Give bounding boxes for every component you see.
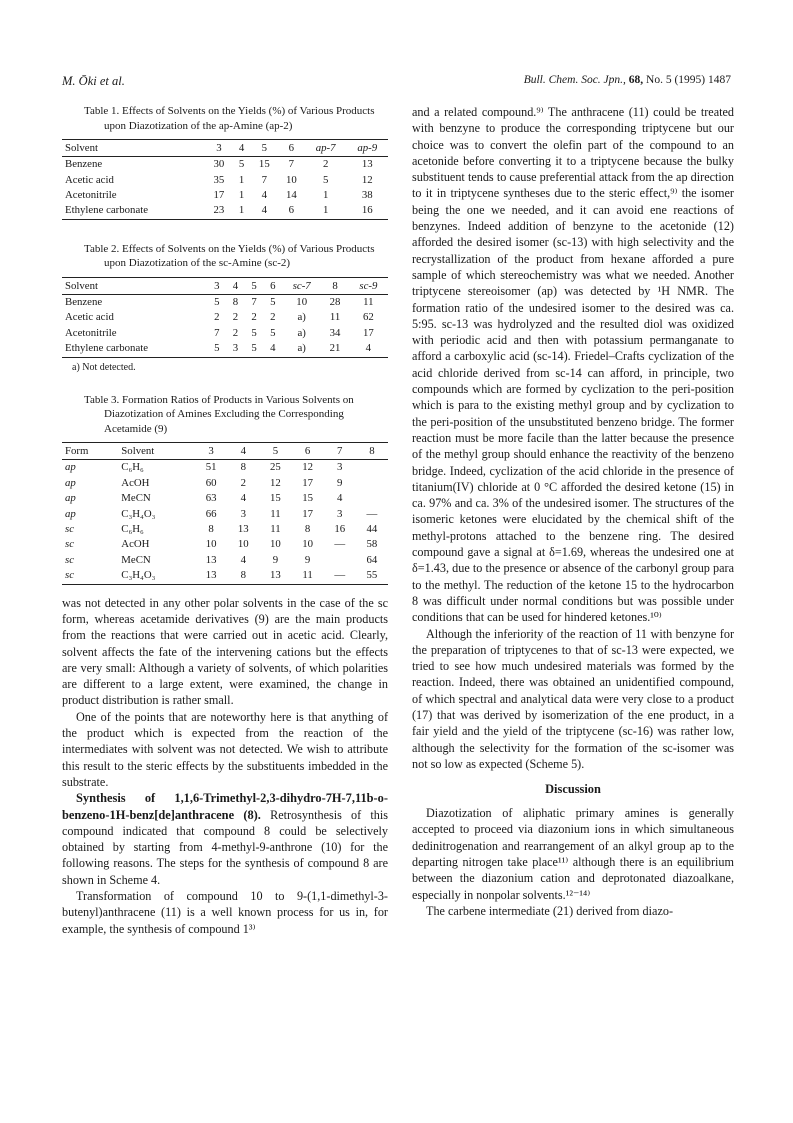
- table1-cell: 7: [288, 158, 295, 171]
- table3-cell: [356, 460, 388, 476]
- table1-cell: 16: [346, 203, 388, 219]
- table1-cell: 1: [322, 189, 329, 201]
- table3-cell: 44: [366, 523, 378, 536]
- table2-cell: a): [282, 341, 321, 357]
- table3-cell: 13: [259, 568, 291, 584]
- table3-cell: C₃H₄O₃: [121, 507, 156, 520]
- table1-row: [62, 203, 388, 219]
- table2-cell: 21: [321, 341, 348, 357]
- table2-row: [62, 326, 388, 341]
- table1-cell: 13: [361, 158, 373, 171]
- table1-cell: 1: [305, 203, 347, 219]
- table3-row: [62, 522, 388, 537]
- running-header-citation: [524, 74, 731, 86]
- table1-cell: 12: [361, 173, 373, 186]
- right-paragraph-3: Diazotization of aliphatic primary amines is generally accepted to proceed via diazonium ions in which simultaneous dedinitrogenation and rearrangement of an alkyl group ap to the departing nitrogen take place¹¹⁾ although there is an equilibrium between the diazonium cation and deprotonated diazoalkane, especially in nonpolar solvents.¹²⁻¹⁴⁾: [412, 806, 734, 902]
- table2-cell: 8: [232, 296, 239, 308]
- table2-cell: 4: [349, 341, 388, 357]
- table3-cell: 66: [205, 507, 217, 520]
- table3-header-cell: 4: [227, 443, 259, 460]
- table2-cell: 3: [226, 341, 245, 357]
- table3-cell: AcOH: [121, 476, 150, 489]
- table3-cell: 11: [292, 568, 324, 584]
- table1-cell: Acetonitrile: [65, 189, 117, 201]
- table3-row: [62, 568, 388, 584]
- table3-row: [62, 507, 388, 522]
- table2-cell: 5: [214, 296, 220, 308]
- table1-header-cell: ap-9: [346, 140, 388, 157]
- table3-cell: 17: [302, 476, 313, 489]
- table2-cell: 10: [296, 296, 308, 308]
- table2-cell: a): [297, 326, 306, 339]
- table3-cell: 9: [304, 553, 311, 566]
- table3-cell: 16: [334, 523, 346, 536]
- table3-cell: sc: [65, 553, 74, 566]
- table3-cell: 2: [240, 476, 246, 489]
- table3-row: [62, 537, 388, 552]
- table2-header-cell: 4: [226, 278, 245, 295]
- table1-row: [62, 173, 388, 188]
- table3-cell: sc: [65, 538, 74, 551]
- table2-cell: 62: [362, 311, 374, 324]
- table3-cell: —: [366, 507, 378, 520]
- table3-header-cell: 3: [195, 443, 227, 460]
- table1-cell: Ethylene carbonate: [62, 203, 205, 219]
- table3-cell: 15: [270, 492, 281, 505]
- table3-row: [62, 491, 388, 506]
- table3-row: [62, 460, 388, 476]
- table3-row: [62, 553, 388, 568]
- table3-header-cell: Form: [62, 443, 118, 460]
- table2-cell: 4: [263, 341, 282, 357]
- table1-cell: 14: [285, 189, 297, 201]
- table1-cell: 15: [258, 158, 270, 171]
- right-paragraph-4: The carbene intermediate (21) derived from diazo-: [426, 903, 674, 918]
- table1-cell: 10: [285, 173, 297, 186]
- table1: [62, 139, 388, 220]
- table3-cell: ap: [65, 461, 76, 474]
- table3-cell: 9: [337, 476, 343, 489]
- table3-cell: [324, 553, 356, 568]
- table2-header-cell: 3: [208, 278, 227, 295]
- table3-cell: 8: [227, 568, 259, 584]
- table3-cell: 55: [356, 568, 388, 584]
- table3-cell: 3: [337, 507, 343, 520]
- table2-cell: 5: [208, 341, 227, 357]
- table1-cell: Benzene: [65, 158, 103, 171]
- volume-number: 68,: [628, 74, 644, 86]
- table2-row: [62, 310, 388, 325]
- table2-cell: Ethylene carbonate: [62, 341, 208, 357]
- left-paragraph-2: One of the points that are noteworthy here is that anything of the product which is expected from the reaction of the intermediates with solvent was not detected. We wish to attribute this result to the steric effects by the substituents imbedded in the substrate.: [62, 709, 388, 789]
- left-column: [62, 104, 388, 937]
- table3-cell: 4: [240, 553, 246, 566]
- journal-name: Bull. Chem. Soc. Jpn.,: [523, 74, 626, 86]
- table1-header-cell: ap-7: [305, 140, 347, 157]
- table2-header-cell: Solvent: [62, 278, 208, 295]
- table3-caption: Table 3. Formation Ratios of Products in Various Solvents on Diazotization of Amines Excluding the Corresponding Acetamide (9): [84, 393, 354, 435]
- table2-row: [62, 341, 388, 357]
- table1-header-cell: 4: [232, 140, 250, 157]
- table2-caption: Table 2. Effects of Solvents on the Yields (%) of Various Products upon Diazotization of the sc-Amine (sc-2): [84, 242, 375, 270]
- table1-cell: 30: [213, 158, 225, 171]
- synthesis-paragraph-text: Retrosynthesis of this compound indicated that compound 8 could be selectively obtained by starting from 4-methyl-9-anthrone (10) for the following reasons. The steps for the synthesis of compound 8 are shown in Scheme 4.: [62, 807, 389, 887]
- table2-row: [62, 295, 388, 311]
- table2-cell: 5: [270, 326, 276, 339]
- table2-cell: 5: [251, 326, 257, 339]
- table2-header-cell: 5: [245, 278, 264, 295]
- table1-cell: 38: [361, 189, 373, 201]
- table2-cell: 11: [329, 311, 341, 324]
- table1-caption: Table 1. Effects of Solvents on the Yields (%) of Various Products upon Diazotization of the ap-Amine (ap-2): [84, 105, 375, 132]
- table3-cell: 12: [302, 461, 313, 474]
- table3-header-cell: 6: [292, 443, 324, 460]
- table3-header-cell: Solvent: [118, 443, 195, 460]
- table3-cell: C₃H₄O₃: [118, 568, 195, 584]
- table2-cell: 2: [214, 311, 220, 324]
- table3-cell: 13: [195, 568, 227, 584]
- table1-header-cell: 6: [278, 140, 305, 157]
- table1-cell: 1: [232, 203, 250, 219]
- running-header-authors: M. Ōki et al.: [62, 74, 125, 88]
- table3-cell: ap: [65, 507, 76, 520]
- table2-cell: 7: [214, 326, 220, 339]
- table1-header-cell: 3: [205, 140, 232, 157]
- page-number: 1487: [708, 74, 731, 86]
- table2-cell: 34: [329, 326, 341, 339]
- table3: [62, 442, 388, 584]
- table3-cell: 8: [304, 523, 311, 536]
- table1-header-cell: Solvent: [62, 140, 205, 157]
- table1-cell: 17: [213, 189, 225, 201]
- table3-cell: ap: [65, 492, 76, 505]
- table1-cell: 5: [238, 158, 245, 171]
- table3-cell: sc: [65, 523, 74, 536]
- table3-cell: 11: [270, 523, 281, 536]
- table1-cell: 6: [278, 203, 305, 219]
- table3-cell: 25: [270, 461, 281, 474]
- table2-header-cell: sc-7: [282, 278, 321, 295]
- table3-cell: 58: [366, 538, 378, 551]
- table2-cell: 2: [232, 326, 239, 339]
- left-paragraph-3: [62, 790, 388, 888]
- table3-row: [62, 476, 388, 491]
- table2-cell: 17: [362, 326, 374, 339]
- table1-cell: 35: [213, 173, 225, 186]
- table3-cell: 63: [205, 492, 217, 505]
- left-paragraph-4: Transformation of compound 10 to 9-(1,1-dimethyl-3-butenyl)anthracene (11) is a well known process for us in, for example, the synthesis of compound 1³⁾: [62, 889, 388, 936]
- table1-cell: 5: [322, 173, 329, 186]
- table2-cell: a): [297, 311, 306, 324]
- table1-row: [62, 188, 388, 203]
- right-paragraph-1: and a related compound.⁹⁾ The anthracene (11) could be treated with benzyne to produce the corresponding triptycene but our choice was to convert the olefin part of the compound to an acetonide before converting it to a triptycene because the bulky substituent tends to cause preferential attack from the ap direction to it in triptycene syntheses due to the steric effect,⁹⁾ the isomer being the one we needed, and it can avoid ene reactions of benzynes. Indeed addition of benzyne to the acetonide (12) afforded the desired isomer (sc-13) with high selectivity and the recrystallization of the product from hexane afforded a pure sample of which stereochemistry was what we needed. Another triptycene stereoisomer (ap) was detected by ¹H NMR. The formation ratio of the undesired isomer to the desired was ca. 5:95. sc-13 was hydrolyzed and the resulted diol was oxidized with periodic acid and then with potassium permanganate to afford a carboxylic acid (sc-14). Friedel–Crafts cyclization of the acid chloride derived from sc-14 can afford, in principle, two compounds which are formed by cyclization to the peri-position which is para to the existing methyl group and by cyclization to the peri-position of the unsubstituted benzeno bridge. The former reaction must be more facile than the latter because the presence of the methyl group should enhance the reactivity of the benzeno bridge. Indeed, cyclization of the acid chloride in the presence of titanium(IV) chloride at 0 °C afforded the desired ketone (15) in ca. 97% and ca. 3% of the undesired isomer. The structures of the isomeric ketones were elucidated by the chemical shift of the methyl-protons attached to the benzene ring. The desired compound gave a signal at δ=1.69, whereas the undesired one at δ=1.43, due to the presence or absence of the carbonyl group para to the methyl. The reduction of the ketone 15 to the hydrocarbon 8 was difficult under normal conditions but was possible under conditions that can be used for hindered ketones.¹⁰⁾: [412, 105, 734, 625]
- table3-cell: 4: [337, 492, 343, 505]
- table2-cell: 2: [232, 311, 239, 324]
- table3-cell: 9: [272, 553, 279, 566]
- discussion-heading: Discussion: [545, 782, 601, 797]
- table2-cell: Acetic acid: [65, 311, 114, 324]
- table3-cell: 15: [302, 492, 313, 505]
- table2-cell: 2: [270, 311, 276, 324]
- table1-cell: 7: [261, 173, 268, 186]
- table1-cell: 1: [238, 189, 245, 201]
- table3-header-cell: 8: [356, 443, 388, 460]
- table3-cell: 11: [270, 507, 281, 520]
- table2-cell: 11: [363, 296, 374, 308]
- table3-cell: sc: [62, 568, 118, 584]
- table2-footnote: a) Not detected.: [72, 361, 136, 373]
- issue-year: No. 5 (1995): [646, 74, 706, 86]
- table1-cell: 23: [205, 203, 232, 219]
- table3-cell: MeCN: [121, 553, 151, 566]
- table3-cell: 13: [205, 553, 217, 566]
- table2-cell: Acetonitrile: [65, 326, 117, 339]
- table3-cell: ap: [65, 476, 76, 489]
- table3-cell: MeCN: [121, 492, 151, 505]
- table3-cell: [356, 491, 388, 506]
- table3-cell: 10: [237, 538, 249, 551]
- table3-cell: 10: [205, 538, 217, 551]
- table3-cell: 51: [205, 461, 217, 474]
- table3-cell: 3: [337, 461, 343, 474]
- table1-cell: 2: [322, 158, 329, 171]
- table1-cell: 4: [261, 189, 268, 201]
- table2-cell: 5: [270, 296, 276, 308]
- table2-header-cell: 8: [321, 278, 348, 295]
- table2-header-cell: sc-9: [349, 278, 388, 295]
- table2-cell: 7: [251, 296, 257, 308]
- table3-cell: 10: [270, 538, 281, 551]
- table2-cell: 28: [329, 296, 341, 308]
- table3-cell: 10: [302, 538, 313, 551]
- table1-row: [62, 157, 388, 173]
- table2: [62, 277, 388, 358]
- table3-cell: 3: [240, 507, 246, 520]
- table3-cell: —: [334, 538, 346, 551]
- table1-cell: 1: [238, 173, 245, 186]
- table3-cell: —: [324, 568, 356, 584]
- table3-header-cell: 5: [259, 443, 291, 460]
- table3-cell: 13: [237, 523, 249, 536]
- table3-cell: 8: [208, 523, 214, 536]
- table3-cell: 12: [270, 476, 281, 489]
- table3-header-cell: 7: [324, 443, 356, 460]
- table2-header-cell: 6: [263, 278, 282, 295]
- table3-cell: 4: [240, 492, 246, 505]
- table3-cell: 64: [366, 553, 378, 566]
- right-paragraph-2: Although the inferiority of the reaction of 11 with benzyne for the preparation of triptycenes to that of sc-13 were expected, we tried to see how much undesired materials was formed by the reaction. Indeed, there was obtained an unidentified compound, of which spectral and analytical data were very close to a product (17) that was derived by isomerization of the ene product, in a fair yield and the yield of the triptycene (sc-16) was rather low, although the selectivity for the formation of the sc-isomer was not so low as expected (Scheme 5).: [412, 626, 734, 771]
- left-paragraph-1: was not detected in any other polar solvents in the case of the sc form, whereas acetamide derivatives (9) are the main products from the reactions that were carried out in acetic acid. Clearly, solvent affects the fate of the intervening cations but the effects are very small: Although a variety of solvents, of which polarities are different to a large extent, were examined, the change in product distribution is rather small.: [62, 595, 388, 708]
- table3-cell: 17: [302, 507, 313, 520]
- table3-cell: 60: [205, 476, 217, 489]
- table2-cell: 5: [245, 341, 264, 357]
- right-column: [412, 104, 734, 919]
- table3-cell: C₆H₆: [121, 523, 144, 536]
- table3-cell: 8: [240, 461, 246, 474]
- table3-cell: [356, 476, 388, 491]
- table1-cell: 4: [251, 203, 278, 219]
- table3-cell: AcOH: [121, 538, 150, 551]
- table3-cell: C₆H₆: [121, 461, 144, 474]
- synthesis-section-title: Synthesis of 1,1,6-Trimethyl-2,3-dihydro-7H-7,11b-o-benzeno-1H-benz[de]anthracene (8).: [62, 791, 388, 822]
- table2-cell: 2: [251, 311, 257, 324]
- table1-cell: Acetic acid: [65, 173, 114, 186]
- table1-header-cell: 5: [251, 140, 278, 157]
- table2-cell: Benzene: [65, 296, 103, 308]
